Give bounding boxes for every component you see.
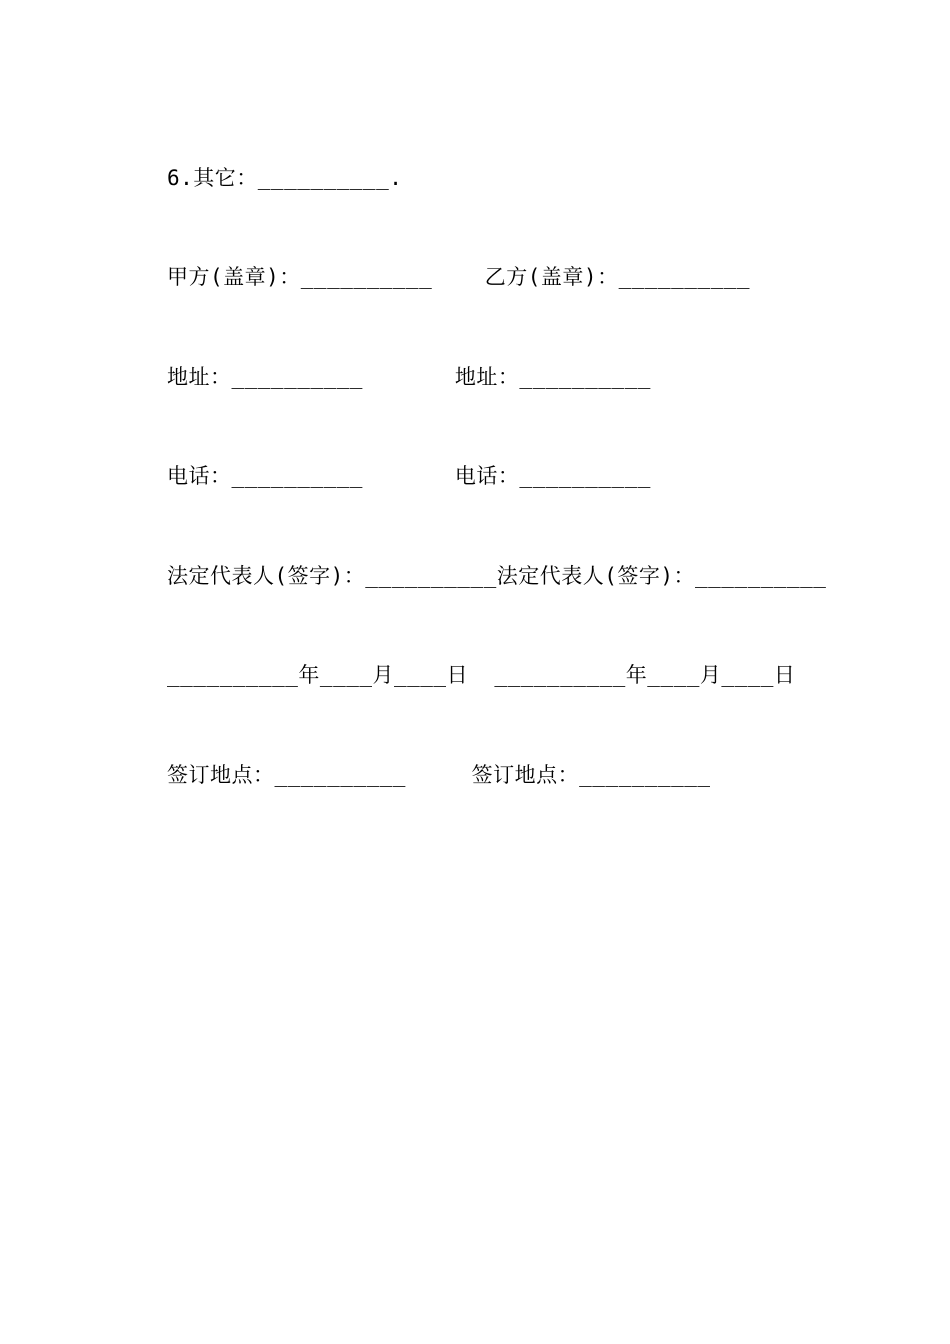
legal-representative-line: 法定代表人(签字)：__________法定代表人(签字)：__________ <box>167 564 827 588</box>
date-line: __________年____月____日 __________年____月____日 <box>167 663 796 687</box>
phone-line: 电话：__________ 电话：__________ <box>167 464 651 488</box>
signing-place-line: 签订地点：__________ 签订地点：__________ <box>167 763 711 787</box>
clause-other: 6.其它：__________. <box>167 166 403 190</box>
address-line: 地址：__________ 地址：__________ <box>167 365 651 389</box>
party-seal-line: 甲方(盖章)：__________ 乙方(盖章)：__________ <box>167 265 751 289</box>
